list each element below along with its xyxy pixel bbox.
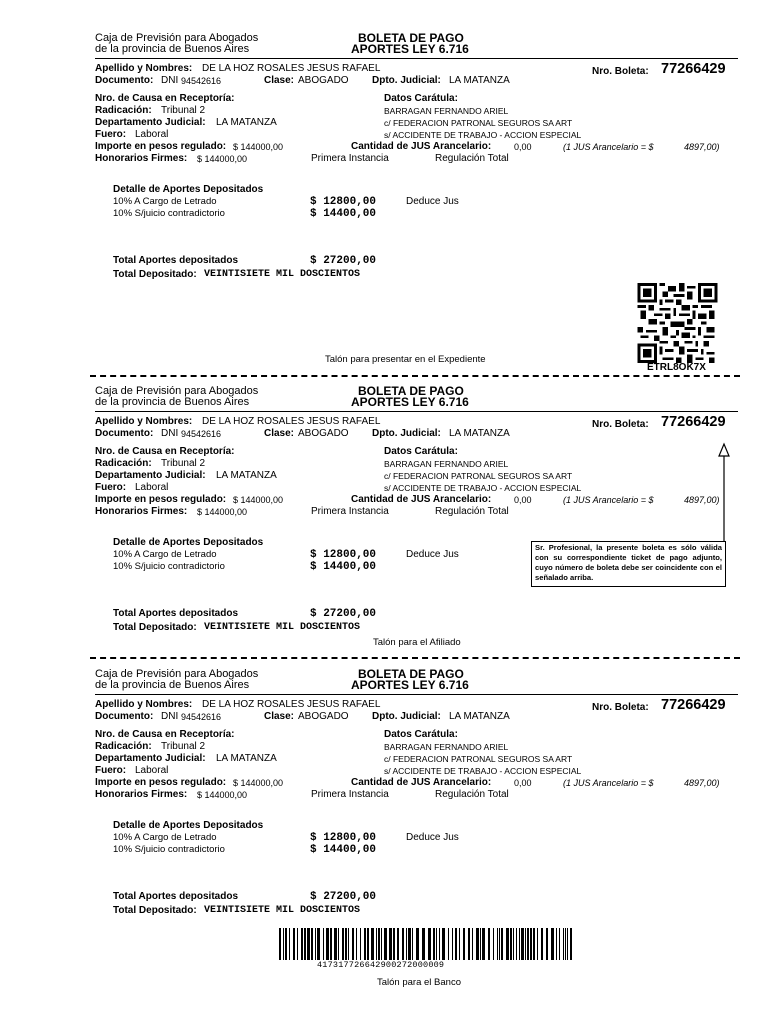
dpto-judicial-label: Dpto. Judicial: bbox=[372, 75, 441, 86]
fuero-label: Fuero: bbox=[95, 129, 127, 140]
caratula-line2: c/ FEDERACION PATRONAL SEGUROS SA ART bbox=[384, 754, 573, 764]
qr-code-text: ETRL8OK7X bbox=[647, 362, 706, 373]
org-name-line2: de la provincia de Buenos Aires bbox=[95, 679, 250, 691]
aporte-item1-value: $ 12800,00 bbox=[310, 832, 377, 844]
slip-subtitle: APORTES LEY 6.716 bbox=[351, 42, 469, 56]
notice-box: Sr. Profesional, la presente boleta es sólo válida con su correspondiente ticket de pago adjunto, cuyo número de boleta debe ser coincidente con el señalado arriba. bbox=[531, 541, 726, 587]
aportes-detail-label: Detalle de Aportes Depositados bbox=[113, 184, 264, 195]
boleta-number-label: Nro. Boleta: bbox=[592, 419, 649, 430]
name-value: DE LA HOZ ROSALES JESUS RAFAEL bbox=[202, 63, 381, 74]
document-label: Documento: bbox=[95, 428, 154, 439]
depto-judicial-value: LA MATANZA bbox=[216, 117, 277, 128]
honorarios-label: Honorarios Firmes: bbox=[95, 506, 188, 517]
arrow-up-icon bbox=[716, 442, 732, 542]
aporte-item2-label: 10% S/juicio contradictorio bbox=[113, 561, 225, 572]
radicacion-label: Radicación: bbox=[95, 458, 152, 469]
boleta-number: 77266429 bbox=[661, 414, 726, 430]
radicacion-label: Radicación: bbox=[95, 741, 152, 752]
radicacion-value: Tribunal 2 bbox=[161, 105, 206, 116]
clase-value: ABOGADO bbox=[298, 428, 349, 439]
instancia: Primera Instancia bbox=[311, 153, 389, 164]
clase-value: ABOGADO bbox=[298, 75, 349, 86]
aporte-item1-note: Deduce Jus bbox=[406, 832, 459, 843]
jus-rate-label: (1 JUS Arancelario = $ bbox=[563, 495, 654, 505]
name-label: Apellido y Nombres: bbox=[95, 699, 193, 710]
total-depositado-value: VEINTISIETE MIL DOSCIENTOS bbox=[204, 269, 361, 280]
radicacion-value: Tribunal 2 bbox=[161, 458, 206, 469]
aporte-item1-label: 10% A Cargo de Letrado bbox=[113, 549, 217, 560]
total-aportes-value: $ 27200,00 bbox=[310, 255, 377, 267]
depto-judicial-label: Departamento Judicial: bbox=[95, 753, 206, 764]
dpto-judicial-label: Dpto. Judicial: bbox=[372, 711, 441, 722]
name-value: DE LA HOZ ROSALES JESUS RAFAEL bbox=[202, 699, 381, 710]
caratula-line2: c/ FEDERACION PATRONAL SEGUROS SA ART bbox=[384, 118, 573, 128]
importe-label: Importe en pesos regulado: bbox=[95, 777, 227, 788]
document-number: 94542616 bbox=[181, 712, 222, 722]
jus-value: 0,00 bbox=[514, 495, 532, 505]
aporte-item1-note: Deduce Jus bbox=[406, 196, 459, 207]
jus-rate-value: 4897,00) bbox=[684, 142, 720, 152]
fuero-value: Laboral bbox=[135, 129, 169, 140]
aporte-item1-label: 10% A Cargo de Letrado bbox=[113, 832, 217, 843]
fuero-value: Laboral bbox=[135, 765, 169, 776]
total-aportes-label: Total Aportes depositados bbox=[113, 891, 239, 902]
instancia: Primera Instancia bbox=[311, 506, 389, 517]
boleta-number: 77266429 bbox=[661, 697, 726, 713]
depto-judicial-value: LA MATANZA bbox=[216, 470, 277, 481]
dpto-judicial-label: Dpto. Judicial: bbox=[372, 428, 441, 439]
org-name-line1: Caja de Previsión para Abogados bbox=[95, 32, 259, 44]
fuero-value: Laboral bbox=[135, 482, 169, 493]
barcode bbox=[279, 928, 573, 960]
name-value: DE LA HOZ ROSALES JESUS RAFAEL bbox=[202, 416, 381, 427]
total-depositado-label: Total Depositado: bbox=[113, 269, 197, 280]
aporte-item1-label: 10% A Cargo de Letrado bbox=[113, 196, 217, 207]
cut-line-2 bbox=[90, 657, 740, 659]
caratula-line1: BARRAGAN FERNANDO ARIEL bbox=[384, 742, 509, 752]
divider bbox=[95, 411, 738, 412]
depto-judicial-label: Departamento Judicial: bbox=[95, 470, 206, 481]
org-name-line2: de la provincia de Buenos Aires bbox=[95, 396, 250, 408]
name-label: Apellido y Nombres: bbox=[95, 63, 193, 74]
jus-rate-label: (1 JUS Arancelario = $ bbox=[563, 778, 654, 788]
aportes-detail-label: Detalle de Aportes Depositados bbox=[113, 537, 264, 548]
talon-expediente-label: Talón para presentar en el Expediente bbox=[325, 354, 486, 365]
dpto-judicial-value: LA MATANZA bbox=[449, 75, 510, 86]
cut-line-1 bbox=[90, 375, 740, 377]
causa-nro-label: Nro. de Causa en Receptoría: bbox=[95, 93, 235, 104]
importe-value: $ 144000,00 bbox=[233, 142, 284, 152]
qr-code bbox=[634, 283, 721, 363]
caratula-line1: BARRAGAN FERNANDO ARIEL bbox=[384, 459, 509, 469]
divider bbox=[95, 694, 738, 695]
jus-rate-label: (1 JUS Arancelario = $ bbox=[563, 142, 654, 152]
importe-label: Importe en pesos regulado: bbox=[95, 141, 227, 152]
jus-rate-value: 4897,00) bbox=[684, 778, 720, 788]
aportes-detail-label: Detalle de Aportes Depositados bbox=[113, 820, 264, 831]
clase-label: Clase: bbox=[264, 711, 295, 722]
jus-rate-value: 4897,00) bbox=[684, 495, 720, 505]
depto-judicial-value: LA MATANZA bbox=[216, 753, 277, 764]
document-type: DNI bbox=[161, 428, 179, 439]
honorarios-label: Honorarios Firmes: bbox=[95, 789, 188, 800]
importe-value: $ 144000,00 bbox=[233, 778, 284, 788]
aporte-item2-value: $ 14400,00 bbox=[310, 208, 377, 220]
clase-value: ABOGADO bbox=[298, 711, 349, 722]
slip-title: BOLETA DE PAGO bbox=[358, 31, 464, 45]
importe-label: Importe en pesos regulado: bbox=[95, 494, 227, 505]
aporte-item2-value: $ 14400,00 bbox=[310, 561, 377, 573]
boleta-number: 77266429 bbox=[661, 61, 726, 77]
depto-judicial-label: Departamento Judicial: bbox=[95, 117, 206, 128]
total-depositado-label: Total Depositado: bbox=[113, 622, 197, 633]
talon-afiliado-label: Talón para el Afiliado bbox=[373, 637, 461, 648]
total-depositado-label: Total Depositado: bbox=[113, 905, 197, 916]
caratula-line3: s/ ACCIDENTE DE TRABAJO - ACCION ESPECIAL bbox=[384, 483, 582, 493]
total-depositado-value: VEINTISIETE MIL DOSCIENTOS bbox=[204, 622, 361, 633]
total-aportes-label: Total Aportes depositados bbox=[113, 608, 239, 619]
org-name-line2: de la provincia de Buenos Aires bbox=[95, 43, 250, 55]
fuero-label: Fuero: bbox=[95, 482, 127, 493]
caratula-label: Datos Carátula: bbox=[384, 93, 458, 104]
clase-label: Clase: bbox=[264, 75, 295, 86]
slip-title: BOLETA DE PAGO bbox=[358, 667, 464, 681]
jus-label: Cantidad de JUS Arancelario: bbox=[351, 141, 492, 152]
document-label: Documento: bbox=[95, 75, 154, 86]
honorarios-value: $ 144000,00 bbox=[197, 154, 248, 164]
name-label: Apellido y Nombres: bbox=[95, 416, 193, 427]
total-depositado-value: VEINTISIETE MIL DOSCIENTOS bbox=[204, 905, 361, 916]
barcode-digits: 41731772664290027200000​9 bbox=[317, 960, 445, 970]
jus-label: Cantidad de JUS Arancelario: bbox=[351, 777, 492, 788]
causa-nro-label: Nro. de Causa en Receptoría: bbox=[95, 446, 235, 457]
slip-title: BOLETA DE PAGO bbox=[358, 384, 464, 398]
radicacion-label: Radicación: bbox=[95, 105, 152, 116]
honorarios-value: $ 144000,00 bbox=[197, 790, 248, 800]
regulacion: Regulación Total bbox=[435, 506, 509, 517]
document-number: 94542616 bbox=[181, 429, 222, 439]
aporte-item1-note: Deduce Jus bbox=[406, 549, 459, 560]
regulacion: Regulación Total bbox=[435, 789, 509, 800]
caratula-label: Datos Carátula: bbox=[384, 446, 458, 457]
aporte-item2-value: $ 14400,00 bbox=[310, 844, 377, 856]
honorarios-label: Honorarios Firmes: bbox=[95, 153, 188, 164]
radicacion-value: Tribunal 2 bbox=[161, 741, 206, 752]
document-type: DNI bbox=[161, 711, 179, 722]
divider bbox=[95, 58, 738, 59]
clase-label: Clase: bbox=[264, 428, 295, 439]
slip-subtitle: APORTES LEY 6.716 bbox=[351, 395, 469, 409]
regulacion: Regulación Total bbox=[435, 153, 509, 164]
causa-nro-label: Nro. de Causa en Receptoría: bbox=[95, 729, 235, 740]
importe-value: $ 144000,00 bbox=[233, 495, 284, 505]
boleta-number-label: Nro. Boleta: bbox=[592, 702, 649, 713]
jus-label: Cantidad de JUS Arancelario: bbox=[351, 494, 492, 505]
total-aportes-value: $ 27200,00 bbox=[310, 891, 377, 903]
honorarios-value: $ 144000,00 bbox=[197, 507, 248, 517]
jus-value: 0,00 bbox=[514, 778, 532, 788]
boleta-number-label: Nro. Boleta: bbox=[592, 66, 649, 77]
caratula-line1: BARRAGAN FERNANDO ARIEL bbox=[384, 106, 509, 116]
aporte-item2-label: 10% S/juicio contradictorio bbox=[113, 844, 225, 855]
total-aportes-value: $ 27200,00 bbox=[310, 608, 377, 620]
dpto-judicial-value: LA MATANZA bbox=[449, 711, 510, 722]
slip-subtitle: APORTES LEY 6.716 bbox=[351, 678, 469, 692]
aporte-item1-value: $ 12800,00 bbox=[310, 196, 377, 208]
org-name-line1: Caja de Previsión para Abogados bbox=[95, 385, 259, 397]
caratula-line3: s/ ACCIDENTE DE TRABAJO - ACCION ESPECIAL bbox=[384, 766, 582, 776]
caratula-label: Datos Carátula: bbox=[384, 729, 458, 740]
aporte-item2-label: 10% S/juicio contradictorio bbox=[113, 208, 225, 219]
total-aportes-label: Total Aportes depositados bbox=[113, 255, 239, 266]
document-label: Documento: bbox=[95, 711, 154, 722]
caratula-line2: c/ FEDERACION PATRONAL SEGUROS SA ART bbox=[384, 471, 573, 481]
aporte-item1-value: $ 12800,00 bbox=[310, 549, 377, 561]
fuero-label: Fuero: bbox=[95, 765, 127, 776]
dpto-judicial-value: LA MATANZA bbox=[449, 428, 510, 439]
org-name-line1: Caja de Previsión para Abogados bbox=[95, 668, 259, 680]
document-type: DNI bbox=[161, 75, 179, 86]
talon-banco-label: Talón para el Banco bbox=[377, 977, 461, 988]
caratula-line3: s/ ACCIDENTE DE TRABAJO - ACCION ESPECIAL bbox=[384, 130, 582, 140]
instancia: Primera Instancia bbox=[311, 789, 389, 800]
document-number: 94542616 bbox=[181, 76, 222, 86]
jus-value: 0,00 bbox=[514, 142, 532, 152]
